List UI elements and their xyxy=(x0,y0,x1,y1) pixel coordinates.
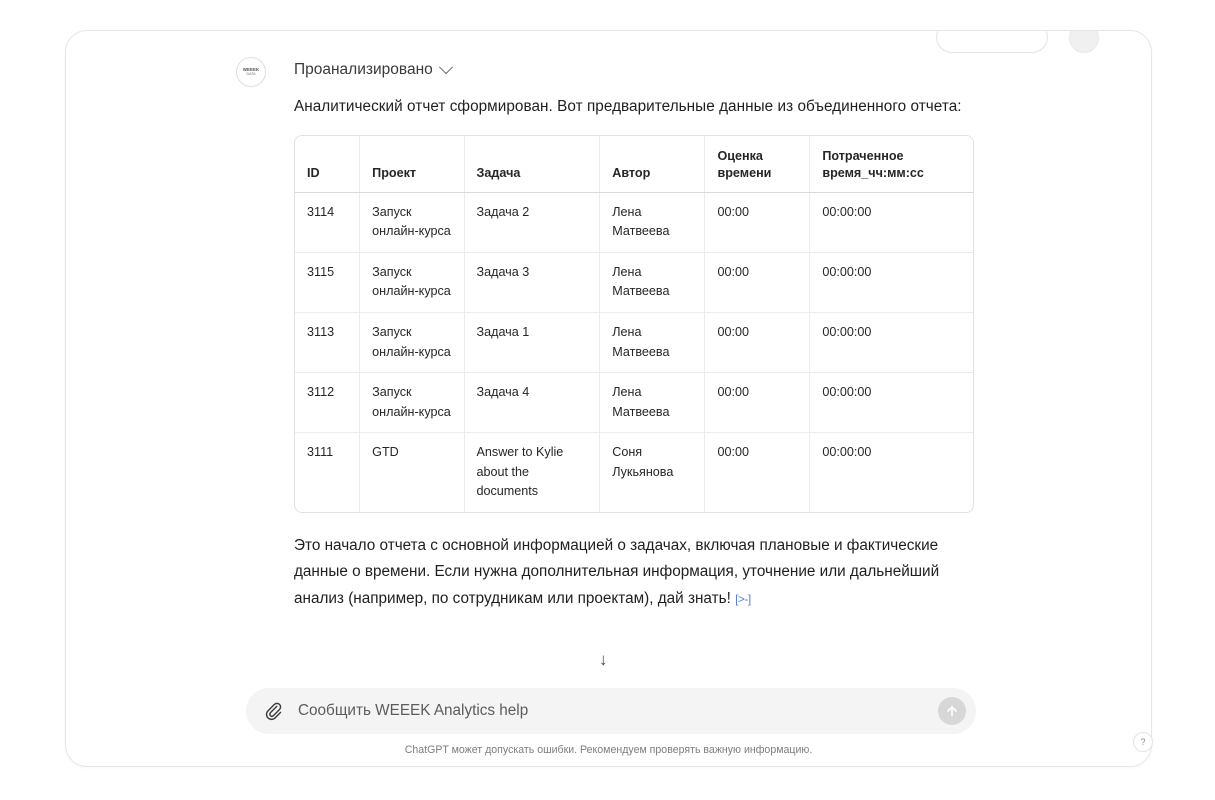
analyzed-toggle[interactable] xyxy=(294,53,976,79)
assistant-message xyxy=(236,53,976,613)
column-header-estimate: Оценка времени xyxy=(705,136,810,193)
help-icon[interactable]: ? xyxy=(1133,732,1153,752)
analyzed-label: Проанализировано xyxy=(294,61,433,78)
cell-id: 3115 xyxy=(295,252,360,312)
cell-author: Лена Матвеева xyxy=(600,252,705,312)
cell-author: Лена Матвеева xyxy=(600,192,705,252)
table-row xyxy=(295,252,973,312)
cell-spent: 00:00:00 xyxy=(810,313,973,373)
cell-id: 3112 xyxy=(295,373,360,433)
cell-id: 3114 xyxy=(295,192,360,252)
closing-paragraph xyxy=(294,533,974,613)
chat-window xyxy=(65,30,1152,767)
chevron-down-icon[interactable] xyxy=(439,60,453,74)
table-row xyxy=(295,433,973,512)
cell-spent: 00:00:00 xyxy=(810,252,973,312)
inline-reference[interactable]: [>-] xyxy=(735,592,751,607)
cell-estimate: 00:00 xyxy=(705,313,810,373)
cell-task: Задача 3 xyxy=(464,252,600,312)
cell-id: 3111 xyxy=(295,433,360,512)
intro-paragraph: Аналитический отчет сформирован. Вот предварительные данные из объединенного отчета: xyxy=(294,98,962,115)
cell-author: Лена Матвеева xyxy=(600,313,705,373)
table-header-row xyxy=(295,136,973,193)
cell-author: Лена Матвеева xyxy=(600,373,705,433)
scroll-to-bottom-icon[interactable]: ↓ xyxy=(599,650,608,669)
disclaimer-text: ChatGPT может допускать ошибки. Рекомендуем проверять важную информацию. xyxy=(404,744,813,756)
report-table xyxy=(295,136,973,512)
message-input[interactable] xyxy=(284,701,938,721)
cell-task: Задача 1 xyxy=(464,313,600,373)
assistant-avatar xyxy=(236,57,266,87)
paperclip-icon[interactable] xyxy=(262,700,284,722)
column-header-id: ID xyxy=(295,136,360,193)
cell-spent: 00:00:00 xyxy=(810,192,973,252)
cell-estimate: 00:00 xyxy=(705,192,810,252)
cell-task: Answer to Kylie about the documents xyxy=(464,433,600,512)
avatar-line-1: WEEEK xyxy=(242,66,260,72)
column-header-author: Автор xyxy=(600,136,705,193)
table-row xyxy=(295,313,973,373)
column-header-task: Задача xyxy=(464,136,600,193)
cell-project: Запуск онлайн-курса xyxy=(360,373,464,433)
cell-project: GTD xyxy=(360,433,464,512)
cell-estimate: 00:00 xyxy=(705,252,810,312)
table-row xyxy=(295,192,973,252)
message-composer xyxy=(246,688,976,734)
avatar-line-2: DATA xyxy=(246,71,256,76)
cell-task: Задача 4 xyxy=(464,373,600,433)
cell-estimate: 00:00 xyxy=(705,433,810,512)
cell-id: 3113 xyxy=(295,313,360,373)
column-header-project: Проект xyxy=(360,136,464,193)
report-table-container xyxy=(294,135,974,513)
cell-task: Задача 2 xyxy=(464,192,600,252)
closing-text: Это начало отчета с основной информацией о задачах, включая плановые и фактические данные о времени. Если нужна дополнительная информация, уточнение или дальнейший анализ (например, по сотрудникам или проектам), дай знать! xyxy=(294,536,940,608)
conversation-area xyxy=(66,31,1151,766)
cell-estimate: 00:00 xyxy=(705,373,810,433)
send-button[interactable] xyxy=(938,697,966,725)
cell-project: Запуск онлайн-курса xyxy=(360,192,464,252)
cell-spent: 00:00:00 xyxy=(810,373,973,433)
cell-project: Запуск онлайн-курса xyxy=(360,252,464,312)
cell-spent: 00:00:00 xyxy=(822,445,872,460)
cell-author: Соня Лукьянова xyxy=(600,433,705,512)
table-row xyxy=(295,373,973,433)
cell-project: Запуск онлайн-курса xyxy=(360,313,464,373)
column-header-spent: Потраченное время_чч:мм:сс xyxy=(810,136,973,193)
